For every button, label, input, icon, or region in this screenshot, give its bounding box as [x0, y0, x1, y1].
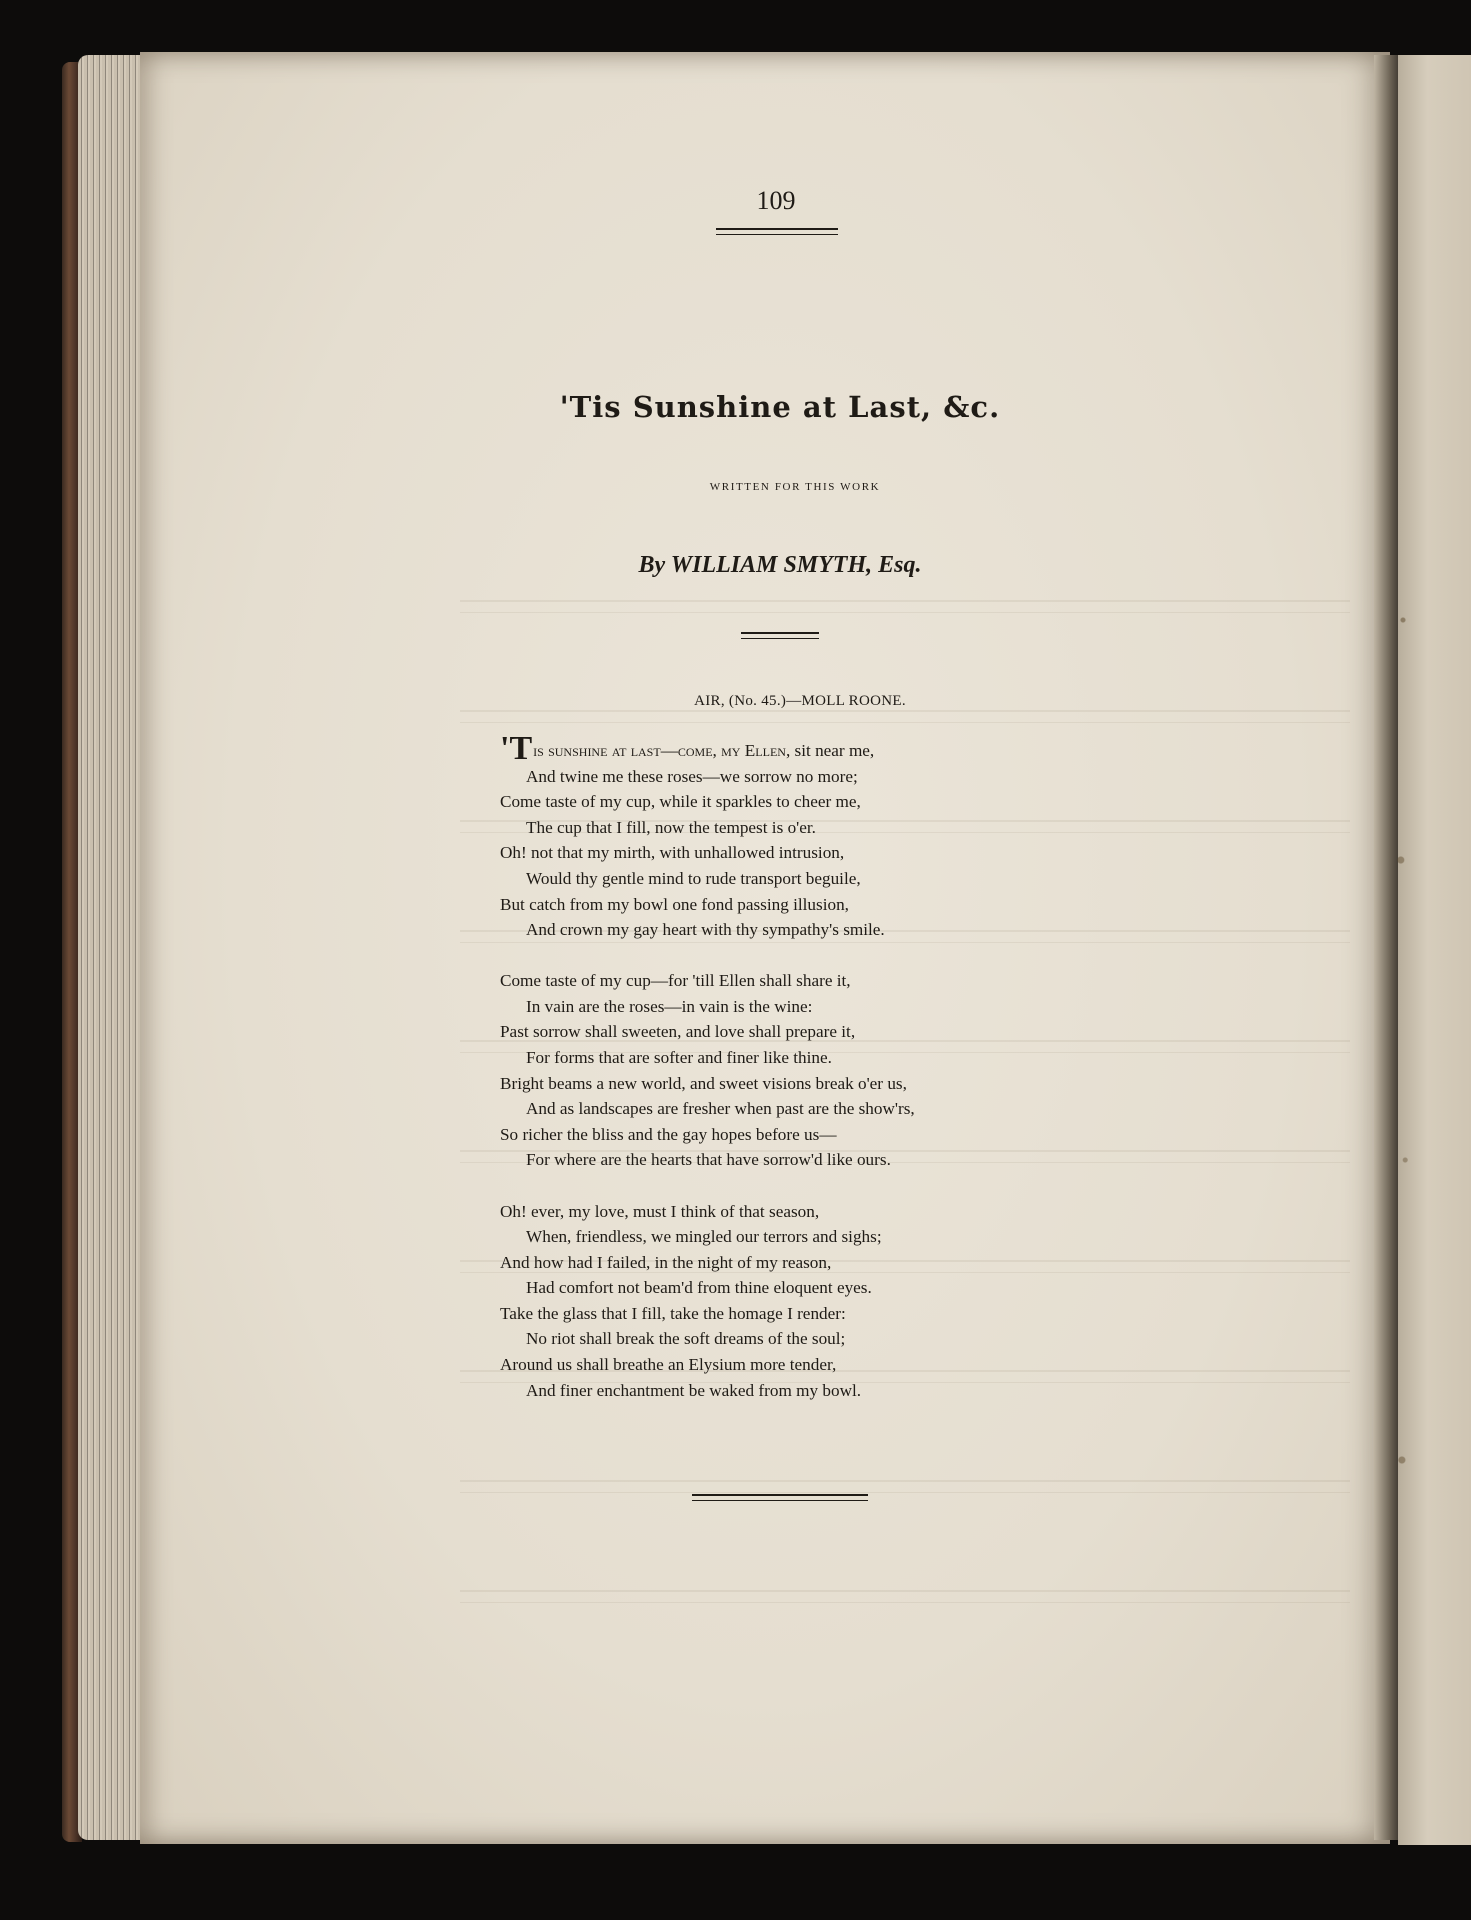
poem-line: Around us shall breathe an Elysium more tender,: [500, 1355, 837, 1375]
poem-line: And crown my gay heart with thy sympathy's smile.: [526, 920, 885, 940]
stanza-2: [500, 968, 1060, 1173]
poem-line: And as landscapes are fresher when past are the show'rs,: [526, 1099, 915, 1119]
page-number-rule: [716, 228, 838, 235]
stanza-3: [500, 1199, 1060, 1404]
song-title: 'Tis Sunshine at Last, &c.: [559, 390, 1001, 424]
poem-line: Take the glass that I fill, take the homage I render:: [500, 1303, 846, 1323]
poem-line: Past sorrow shall sweeten, and love shall prepare it,: [500, 1022, 856, 1042]
author-line: By WILLIAM SMYTH, Esq.: [638, 552, 922, 578]
poem-line: Oh! ever, my love, must I think of that season,: [500, 1201, 820, 1221]
poem-line: But catch from my bowl one fond passing illusion,: [500, 894, 849, 914]
poem: [500, 730, 1060, 1429]
poem-line: Would thy gentle mind to rude transport beguile,: [526, 868, 861, 888]
foxing-stains: [1392, 500, 1414, 1700]
poem-line: And how had I failed, in the night of my reason,: [500, 1252, 832, 1272]
section-divider-rule: [741, 632, 819, 639]
poem-line: Come taste of my cup—for 'till Ellen shall share it,: [500, 971, 851, 991]
poem-line: So richer the bliss and the gay hopes before us—: [500, 1124, 837, 1144]
closing-rule: [692, 1494, 868, 1501]
poem-line: In vain are the roses—in vain is the wine:: [526, 996, 813, 1016]
poem-line: No riot shall break the soft dreams of the soul;: [526, 1329, 846, 1349]
poem-line: And finer enchantment be waked from my bowl.: [526, 1380, 862, 1400]
poem-line: And twine me these roses—we sorrow no more;: [526, 766, 858, 786]
poem-line: The cup that I fill, now the tempest is o'er.: [526, 817, 816, 837]
poem-line: Come taste of my cup, while it sparkles to cheer me,: [500, 792, 861, 812]
written-for-note: WRITTEN FOR THIS WORK: [709, 481, 881, 493]
drop-cap: 'T: [500, 730, 533, 767]
air-note: AIR, (No. 45.)—MOLL ROONE.: [694, 693, 906, 709]
poem-line: 'Tis sunshine at last—come, my Ellen, sit near me,: [500, 730, 875, 767]
poem-line: For forms that are softer and finer like thine.: [526, 1048, 832, 1068]
poem-line: For where are the hearts that have sorrow'd like ours.: [526, 1150, 891, 1170]
poem-line: Had comfort not beam'd from thine eloquent eyes.: [526, 1278, 872, 1298]
page-number: 109: [756, 186, 796, 215]
poem-line: When, friendless, we mingled our terrors and sighs;: [526, 1227, 882, 1247]
poem-line: Bright beams a new world, and sweet visions break o'er us,: [500, 1073, 907, 1093]
stanza-1: [500, 730, 1060, 943]
poem-line: Oh! not that my mirth, with unhallowed intrusion,: [500, 843, 845, 863]
